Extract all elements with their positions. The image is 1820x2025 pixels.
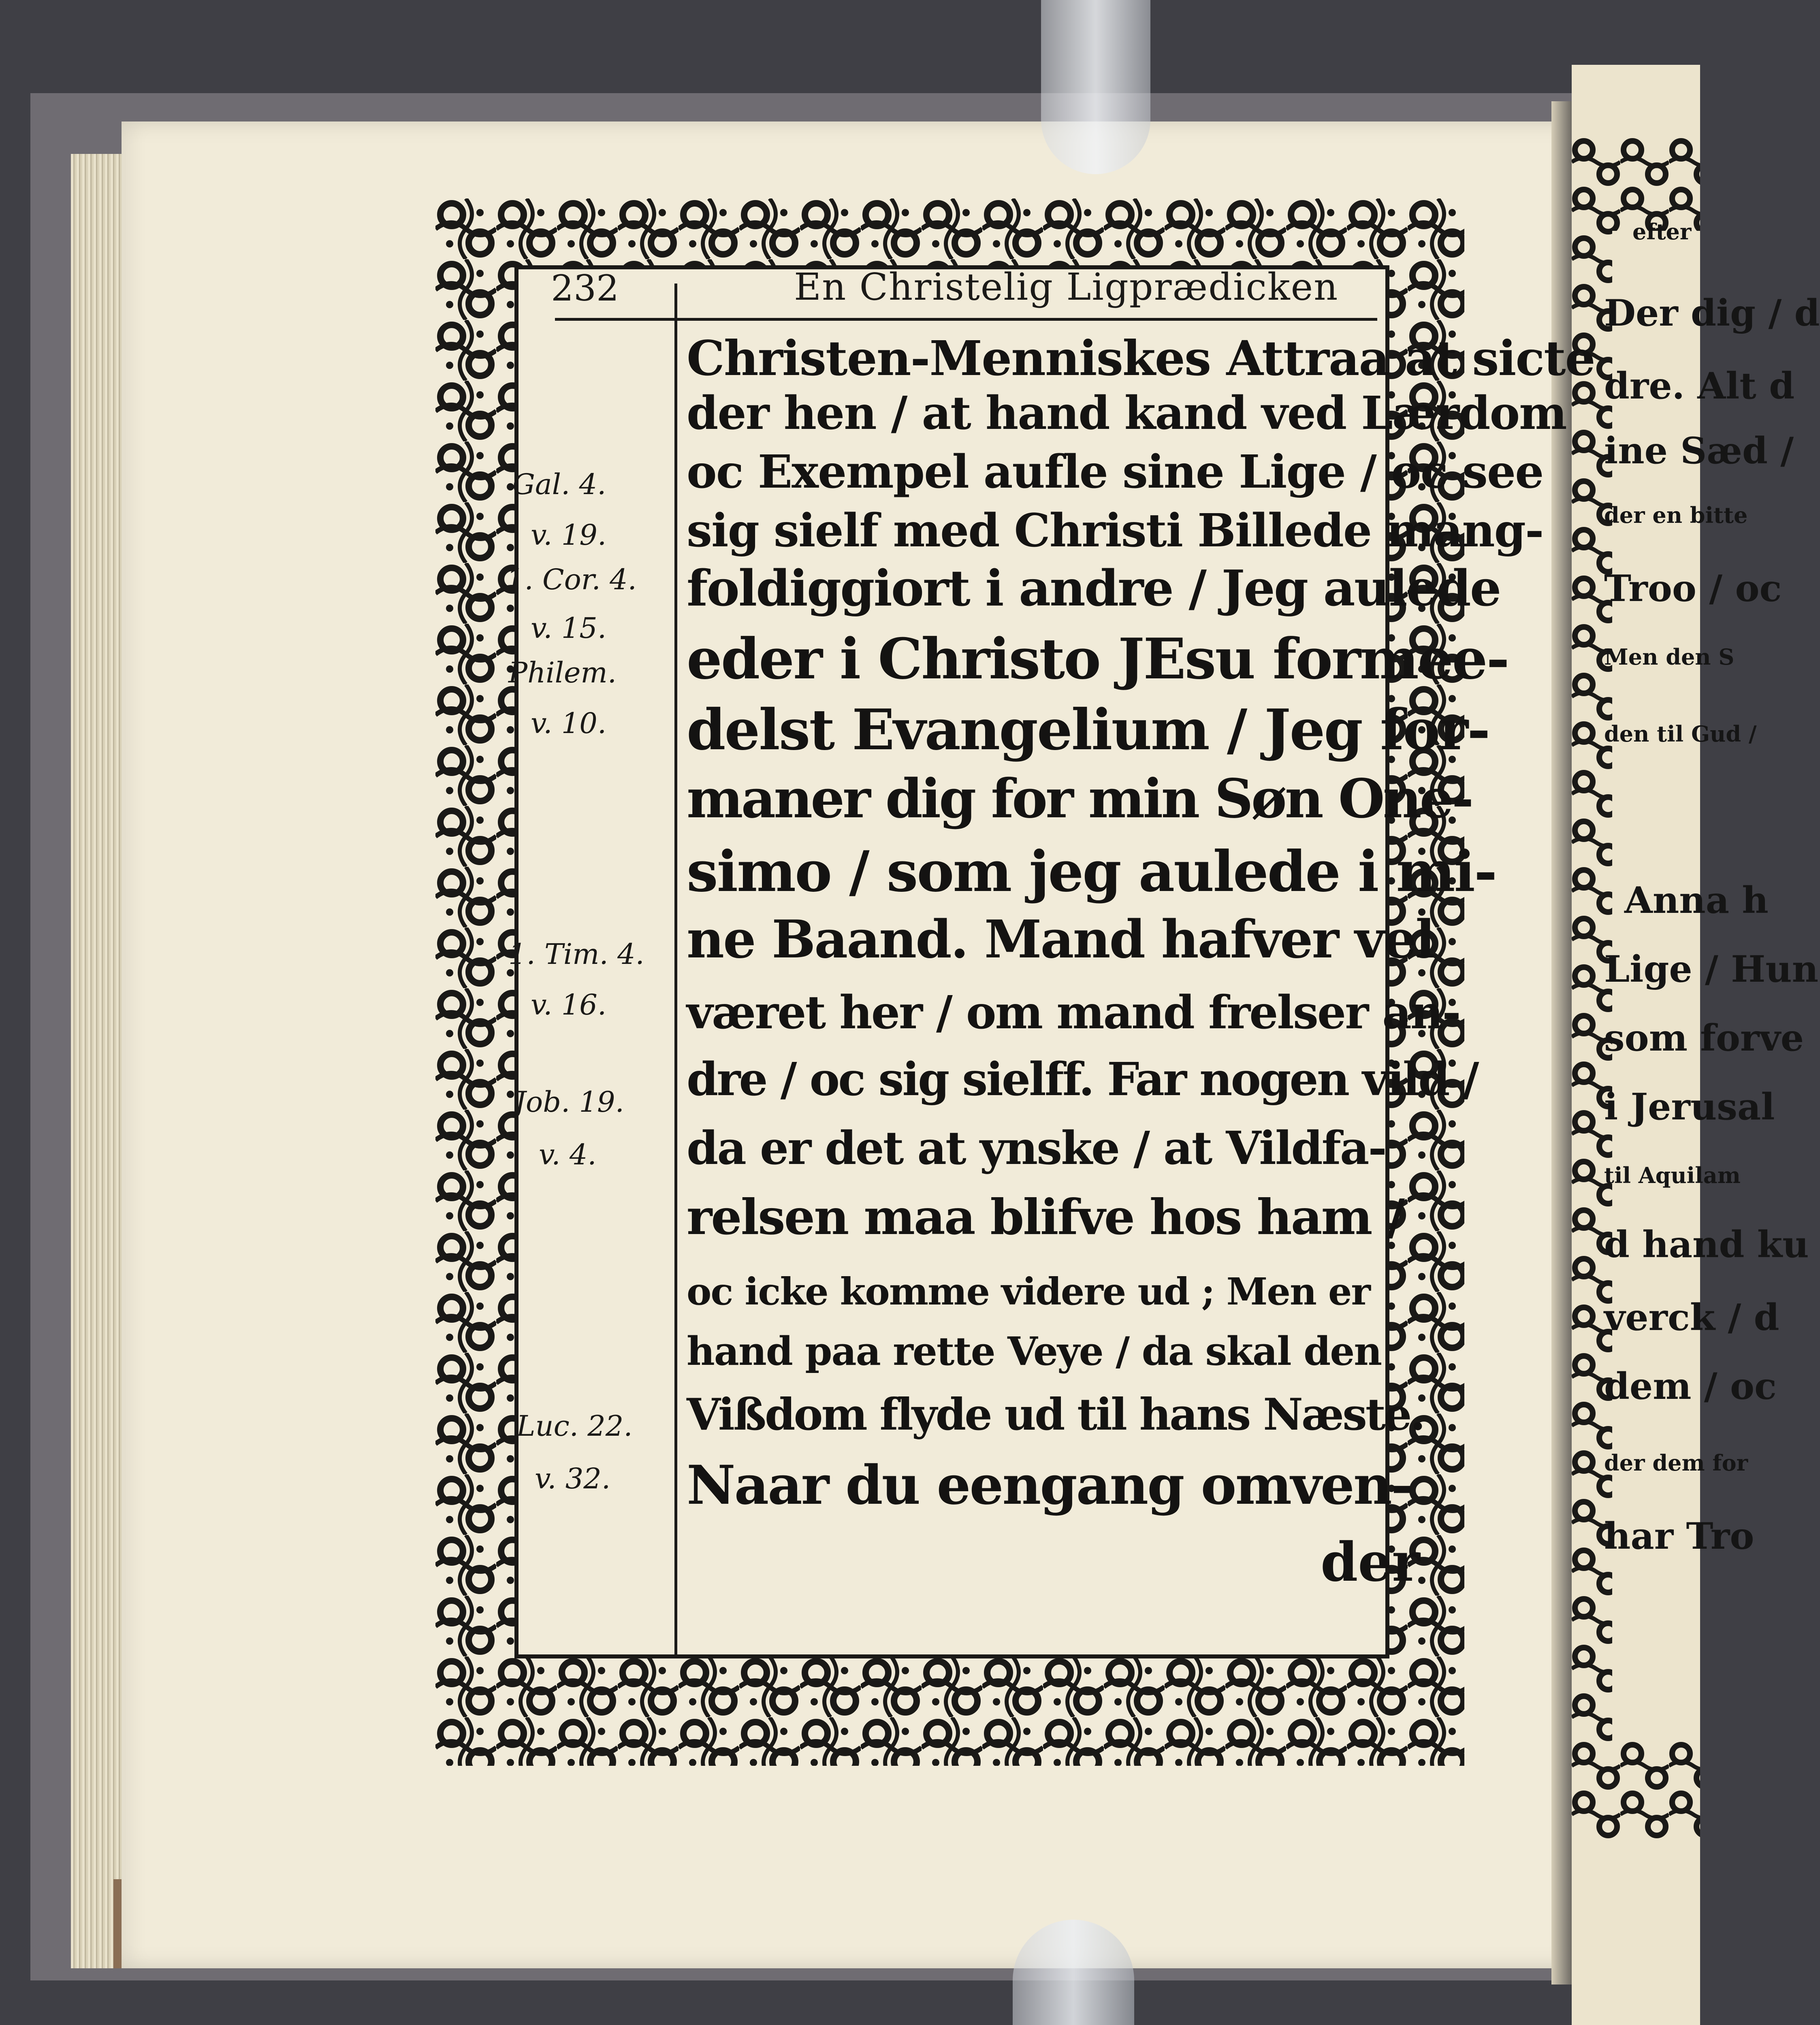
marginal-note: v. 32. xyxy=(535,1462,611,1495)
marginal-note: v. 19. xyxy=(531,518,607,552)
facing-line: Lige / Hun xyxy=(1604,948,1819,991)
running-head: En Christelig Ligprædicken xyxy=(794,265,1339,309)
facing-line: der dem for xyxy=(1604,1450,1748,1476)
facing-line: i Jerusal xyxy=(1604,1085,1775,1128)
text-line: oc icke komme videre ud ; Men er xyxy=(687,1270,1370,1313)
text-line: Christen-Menniskes Attraa at sicte xyxy=(687,330,1595,386)
marginal-note: Philem. xyxy=(508,656,617,689)
marginal-note: v. 16. xyxy=(531,988,607,1021)
marginal-note: 1. Tim. 4. xyxy=(508,938,644,971)
page-clip-top xyxy=(1041,0,1150,174)
text-line: simo / som jeg aulede i mi- xyxy=(687,838,1496,904)
facing-line: d hand ku xyxy=(1604,1223,1809,1266)
facing-line: Troo / oc xyxy=(1604,567,1782,610)
marginal-note: v. 15. xyxy=(531,612,607,645)
facing-line: den til Gud / xyxy=(1604,721,1757,747)
text-line: relsen maa blifve hos ham / xyxy=(687,1189,1404,1246)
facing-line: der en bitte xyxy=(1604,502,1748,528)
marginal-note: Job. 19. xyxy=(514,1085,624,1119)
text-line: hand paa rette Veye / da skal den xyxy=(687,1328,1382,1374)
facing-line: til Aquilam xyxy=(1604,1162,1741,1188)
catchword: der xyxy=(1321,1531,1420,1594)
text-line: været her / om mand frelser an- xyxy=(687,986,1460,1039)
text-line: delst Evangelium / Jeg for- xyxy=(687,697,1489,763)
facing-line: dre. Alt d xyxy=(1604,364,1795,407)
margin-rule xyxy=(674,284,677,1656)
text-line: eder i Christo JEsu formee- xyxy=(687,626,1508,692)
marginal-note: Gal. 4. xyxy=(512,468,606,501)
text-line: Naar du eengang omven- xyxy=(687,1454,1412,1517)
text-line: der hen / at hand kand ved Lærdom xyxy=(687,387,1566,440)
text-line: maner dig for min Søn One- xyxy=(687,767,1472,830)
facing-line: Der dig / d xyxy=(1604,292,1820,335)
text-line: foldiggiort i andre / Jeg aulede xyxy=(687,559,1500,617)
marginal-note: 1. Cor. 4. xyxy=(506,563,637,596)
page-stack-edge xyxy=(71,154,128,1968)
facing-line: ine Sæd / xyxy=(1604,429,1794,472)
facing-line: som forve xyxy=(1604,1017,1804,1059)
page-number: 232 xyxy=(551,267,619,309)
text-line: oc Exempel aufle sine Lige / oc see xyxy=(687,446,1543,499)
header-rule xyxy=(555,318,1377,321)
text-line: sig sielf med Christi Billede mang- xyxy=(687,504,1543,557)
facing-line: verck / d xyxy=(1604,1296,1779,1339)
facing-line: har Tro xyxy=(1604,1515,1754,1558)
text-line: dre / oc sig sielff. Far nogen vild / xyxy=(687,1053,1478,1106)
text-line: Vißdom flyde ud til hans Næste. xyxy=(687,1389,1424,1440)
marginal-note: v. 10. xyxy=(531,707,607,740)
marginal-note: v. 4. xyxy=(539,1138,597,1171)
marginal-note: Luc. 22. xyxy=(516,1409,633,1443)
facing-line: Men den S xyxy=(1604,644,1735,670)
facing-page-head: efter xyxy=(1632,219,1692,245)
facing-line: Anna h xyxy=(1624,879,1769,922)
text-line: ne Baand. Mand hafver vel xyxy=(687,909,1434,970)
text-line: da er det at ynske / at Vildfa- xyxy=(687,1122,1386,1175)
facing-line: dem / oc xyxy=(1604,1365,1777,1408)
